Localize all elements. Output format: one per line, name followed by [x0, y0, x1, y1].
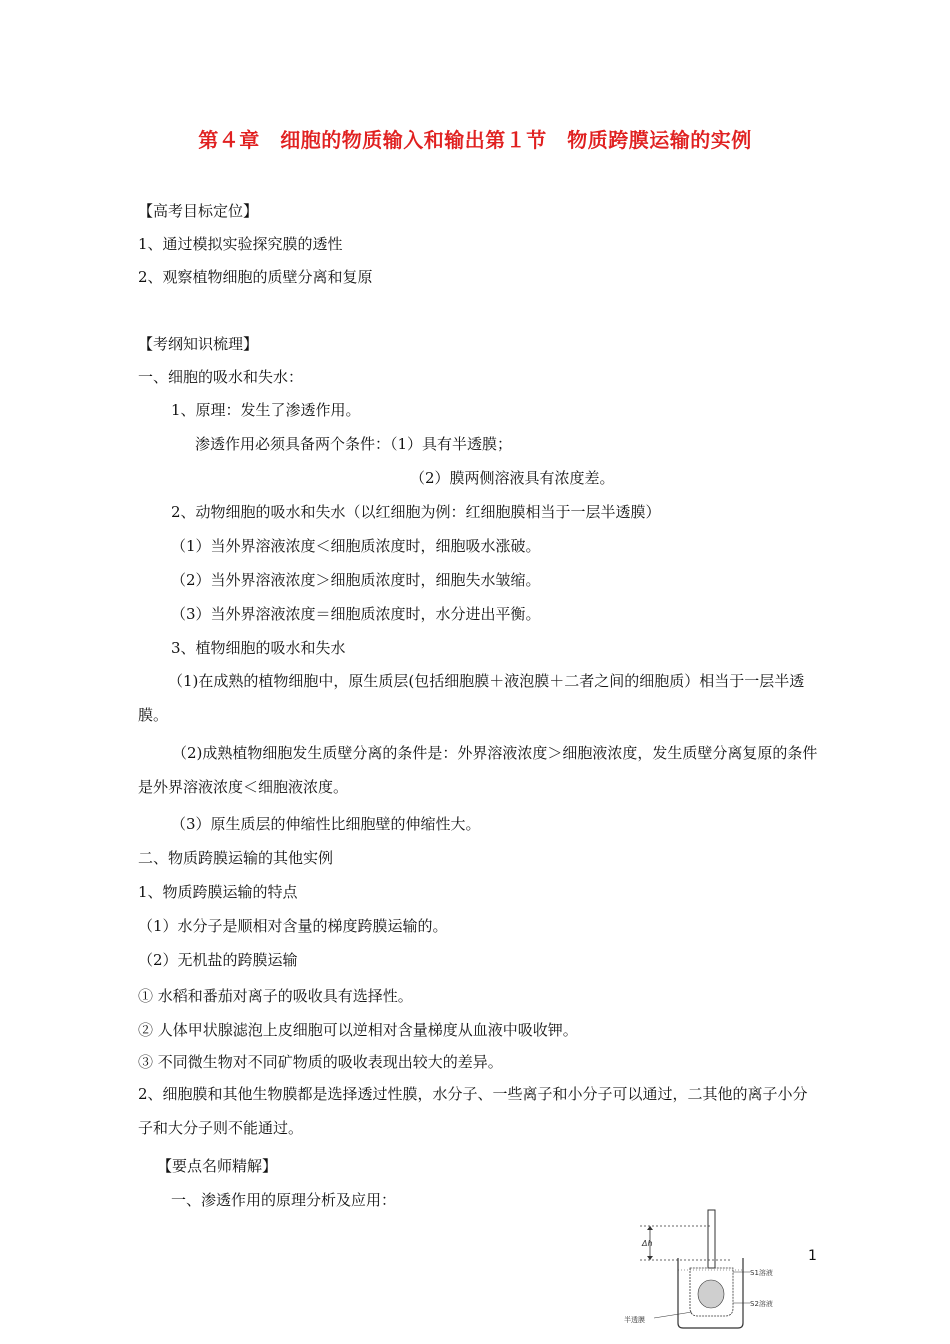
list-item: ② 人体甲状腺滤泡上皮细胞可以逆相对含量梯度从血液中吸收钾。	[138, 1021, 578, 1039]
paragraph: 2、动物细胞的吸水和失水（以红细胞为例：红细胞膜相当于一层半透膜）	[171, 503, 661, 521]
list-item: （2）当外界溶液浓度＞细胞质浓度时，细胞失水皱缩。	[171, 571, 541, 589]
membrane-label: 半透膜	[624, 1316, 645, 1324]
goal-item: 1、通过模拟实验探究膜的透性	[138, 235, 343, 253]
list-item: （1）当外界溶液浓度＜细胞质浓度时，细胞吸水涨破。	[171, 537, 541, 555]
page-title: 第４章 细胞的物质输入和输出第１节 物质跨膜运输的实例	[198, 128, 752, 152]
osmosis-diagram	[620, 1208, 780, 1338]
paragraph: （2）膜两侧溶液具有浓度差。	[410, 469, 615, 487]
list-item: （2）无机盐的跨膜运输	[138, 951, 298, 969]
s1-label: S1溶液	[750, 1269, 773, 1277]
dh-label: Δh	[642, 1239, 653, 1248]
teacher-heading: 【要点名师精解】	[157, 1157, 278, 1175]
osmosis-diagram-svg	[620, 1208, 780, 1338]
section-heading: 一、细胞的吸水和失水：	[138, 368, 304, 386]
list-item: ① 水稻和番茄对离子的吸收具有选择性。	[138, 987, 413, 1005]
knowledge-heading: 【考纲知识梳理】	[138, 335, 259, 353]
paragraph: 渗透作用必须具备两个条件：（1）具有半透膜；	[195, 435, 513, 453]
paragraph: 一、渗透作用的原理分析及应用：	[171, 1191, 397, 1209]
s1-solution	[698, 1280, 724, 1308]
paragraph: （2)成熟植物细胞发生质壁分离的条件是：外界溶液浓度＞细胞液浓度，发生质壁分离复原的条件是外界溶液浓度＜细胞液浓度。	[138, 744, 818, 796]
list-item: ③ 不同微生物对不同矿物质的吸收表现出较大的差异。	[138, 1053, 503, 1071]
paragraph: （3）原生质层的伸缩性比细胞壁的伸缩性大。	[171, 815, 481, 833]
arrow-up-icon	[647, 1226, 653, 1230]
list-item: （3）当外界溶液浓度＝细胞质浓度时，水分进出平衡。	[171, 605, 541, 623]
arrow-down-icon	[647, 1256, 653, 1260]
membrane-pointer	[654, 1312, 692, 1318]
paragraph: 3、植物细胞的吸水和失水	[171, 639, 346, 657]
list-item: （1）水分子是顺相对含量的梯度跨膜运输的。	[138, 917, 448, 935]
page-number: 1	[808, 1248, 817, 1264]
s2-label: S2溶液	[750, 1300, 773, 1308]
glass-tube	[708, 1210, 715, 1268]
paragraph: 2、细胞膜和其他生物膜都是选择透过性膜，水分子、一些离子和小分子可以通过，二其他的离子小分子和大分子则不能通过。	[138, 1085, 808, 1137]
goal-item: 2、观察植物细胞的质壁分离和复原	[138, 268, 373, 286]
paragraph: （1)在成熟的植物细胞中，原生质层(包括细胞膜＋液泡膜＋二者之间的细胞质）相当于一层半透膜。	[138, 672, 805, 724]
paragraph: 1、原理：发生了渗透作用。	[171, 401, 361, 419]
goals-heading: 【高考目标定位】	[138, 202, 259, 220]
paragraph: 1、物质跨膜运输的特点	[138, 883, 298, 901]
section-heading: 二、物质跨膜运输的其他实例	[138, 849, 334, 867]
